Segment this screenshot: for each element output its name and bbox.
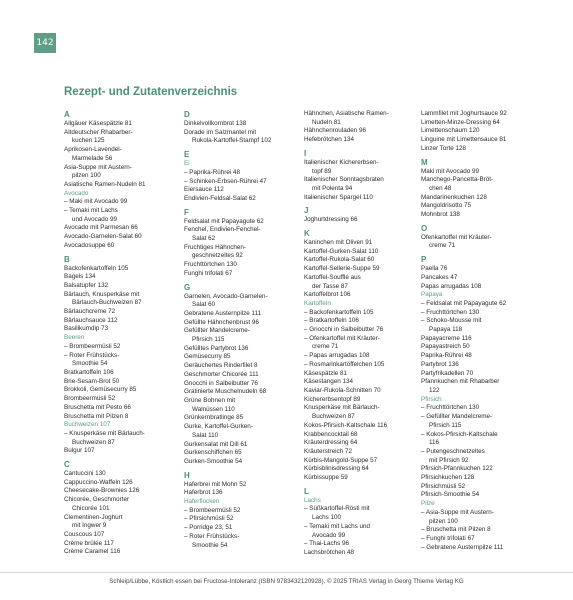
index-entry: Geschmorter Chicorée 111 [184, 370, 259, 378]
index-letter-heading: J [304, 206, 309, 216]
index-entry: Limetten-Minze-Dressing 64 [421, 118, 500, 126]
index-entry: Mandarinenkuchen 128 [421, 193, 487, 201]
index-letter-heading: O [421, 223, 428, 233]
index-entry-continuation: Salat 110 [192, 431, 219, 439]
index-entry: Kräuterstreich 72 [304, 447, 352, 455]
index-entry: Bruschetta mit Pilzen 8 [64, 412, 129, 420]
index-entry: Paprika-Rührei 48 [421, 352, 472, 360]
index-entry-continuation: Papaya 118 [429, 326, 463, 334]
index-entry-continuation: Lachs 100 [312, 514, 342, 522]
index-entry: Käsespätzle 81 [304, 369, 348, 377]
index-category-heading: Pfirsich [421, 395, 442, 403]
index-entry: Brie-Sesam-Brot 50 [64, 377, 120, 385]
index-entry: Papayastreich 50 [421, 343, 470, 351]
index-entry: Haferbrot 136 [184, 489, 223, 497]
index-entry: Joghurtdressing 66 [304, 216, 358, 224]
index-subentry: – Roter Frühstücks- [64, 352, 180, 361]
index-entry: Fruchttörtchen 130 [184, 261, 237, 269]
index-entry-continuation: kuchen 125 [72, 137, 105, 145]
index-subentry: – Funghi trifolati 67 [421, 535, 537, 544]
index-letter-heading: E [184, 150, 190, 160]
index-letter-heading: B [64, 254, 70, 264]
index-entry: Pfirsichkuchen 128 [421, 474, 475, 482]
index-letter-heading: G [184, 282, 191, 292]
index-entry: Cappuccino-Waffeln 126 [64, 478, 133, 486]
index-entry: Linguine mit Limettensauce 81 [421, 136, 507, 144]
index-entry: Gurkensalat mit Dill 61 [184, 440, 248, 448]
page-number: 142 [36, 38, 54, 48]
index-entry-continuation: Chicorée 101 [72, 504, 110, 512]
index-entry: Grüne Bohnen mit [184, 396, 236, 404]
index-entry: Partybrot 136 [421, 360, 459, 368]
index-entry: Lachsbrötchen 48 [304, 548, 355, 556]
index-entry: Gurke, Kartoffel-Gurken- [184, 423, 253, 431]
index-entry-continuation: pilzen 100 [72, 172, 101, 180]
index-entry: Hähnchenrouladen 96 [304, 127, 366, 135]
index-entry: Geräuchertes Rinderfilet 8 [184, 362, 258, 370]
index-letter-heading: L [304, 486, 309, 496]
index-entry: Papas arrugadas 108 [421, 282, 482, 290]
index-category-heading: Pilze [421, 500, 435, 508]
index-entry: Kaninchen mit Oliven 91 [304, 239, 373, 247]
index-column-1 [64, 110, 180, 557]
index-entry-continuation: pilzen 100 [429, 517, 458, 525]
index-entry: Asiatische Ramen-Nudeln 81 [64, 180, 146, 188]
index-entry-continuation: Salat 62 [192, 235, 216, 243]
index-entry: Lammfilet mit Joghurtsauce 92 [421, 110, 507, 117]
index-subentry: – Backofenkartoffeln 105 [304, 309, 420, 318]
index-entry: Pfannkuchen mit Rhabarber [421, 378, 500, 386]
index-entry: Basilikumdip 73 [64, 325, 109, 333]
index-entry: Käsestangen 134 [304, 378, 354, 386]
index-entry: Grünkernbratlinge 85 [184, 414, 244, 422]
index-subentry: – Gebratene Austernpilze 111 [421, 544, 537, 553]
index-entry-continuation: Avocado 99 [312, 531, 346, 539]
index-entry: Asia-Suppe mit Austern- [64, 163, 132, 171]
index-entry: Kaviar-Rukola-Schnitten 70 [304, 386, 381, 394]
index-column-3 [304, 110, 420, 558]
index-entry: Italienischer Spargel 110 [304, 193, 373, 201]
index-entry: Fenchel, Endivien-Fenchel- [184, 226, 261, 234]
index-category-heading: Lachs [304, 496, 321, 504]
index-entry: Limettenschaum 120 [421, 127, 480, 135]
index-letter-heading: F [184, 207, 189, 217]
index-category-heading: Buchweizen 107 [64, 421, 111, 429]
index-letter-heading: A [64, 110, 70, 119]
index-entry: Chicorée, Geschmorter [64, 496, 130, 504]
index-entry-continuation: Buchweizen 87 [312, 413, 355, 421]
index-subentry: – Asia-Suppe mit Austern- [421, 509, 537, 518]
index-entry: Avocado mit Parmesan 66 [64, 224, 138, 232]
index-entry: Aprikosen-Lavendel- [64, 146, 122, 154]
index-letter-heading: I [304, 148, 307, 158]
page-number-tab [34, 33, 56, 53]
index-subentry: – Brombeermüsli 52 [184, 507, 300, 516]
index-entry-continuation: Smoothie 54 [72, 360, 108, 368]
index-entry: Cantuccini 130 [64, 470, 106, 478]
index-entry: Bulgur 107 [64, 447, 95, 455]
index-entry: Haferbrei mit Mohn 52 [184, 480, 247, 488]
index-entry-continuation: Pfirsich 115 [192, 336, 225, 344]
index-subentry: – Schinken-Erbsen-Rührei 47 [184, 178, 300, 187]
index-letter-heading: D [184, 110, 190, 119]
index-entry: Cheesecake-Brownies 126 [64, 487, 140, 495]
index-entry: Brombeermüsli 52 [64, 395, 116, 403]
index-letter-heading: C [64, 460, 70, 470]
index-entry: Avocadosuppe 60 [64, 241, 115, 249]
index-subentry: – Pfirsichmüsli 52 [184, 515, 300, 524]
index-subentry: – Knusperkäse mit Bärlauch- [64, 430, 180, 439]
index-subentry: – Putengeschnetzeltes [421, 448, 537, 457]
index-entry: Dinkelvollkornbrot 138 [184, 120, 247, 127]
index-entry: Eiersauce 112 [184, 186, 224, 194]
index-subentry: – Fruchttörtchen 130 [421, 309, 537, 318]
index-entry-continuation: mit Ingwer 9 [72, 522, 107, 530]
index-entry-continuation: mit Pfirsich 92 [429, 456, 469, 464]
index-entry-continuation: Smoothie 54 [192, 541, 228, 549]
index-entry: Crème Caramel 116 [64, 548, 121, 556]
index-entry: Pfirsich-Pfannkuchen 122 [421, 465, 493, 473]
index-entry: Gurkenschiffchen 65 [184, 449, 242, 457]
index-subentry: – Bruschetta mit Pilzen 8 [421, 526, 537, 535]
index-entry: Endivien-Feldsal-Salat 62 [184, 194, 256, 202]
index-entry-continuation: Rukola-Kartoffel-Stampf 102 [192, 137, 272, 145]
index-entry-continuation: Bärlauch-Buchweizen 87 [72, 299, 142, 307]
index-entry: Ofenkartoffel mit Kräuter- [421, 233, 492, 241]
index-letter-heading: H [184, 470, 190, 480]
index-entry-continuation: creme 71 [429, 242, 456, 250]
index-subentry: – Rosmarinkartöffelchen 105 [304, 361, 420, 370]
index-entry: Gefüllter Mandelcreme- [184, 327, 250, 335]
index-entry: Kartoffelbrot 106 [304, 291, 351, 299]
index-entry: Avocado-Garnelen-Salat 60 [64, 233, 142, 241]
index-entry-continuation: Marmelade 56 [72, 154, 113, 162]
index-entry: Pfirsichmüsli 52 [421, 482, 466, 490]
index-entry: Kichererbsentopf 89 [304, 395, 361, 403]
index-entry: Knusperkäse mit Bärlauch- [304, 404, 380, 412]
index-entry: Gnocchi in Salbeibutter 76 [184, 379, 258, 387]
index-subentry: – Gefüllter Mandelcreme- [421, 413, 537, 422]
index-entry: Pfirsich-Smoothie 54 [421, 491, 480, 499]
page-title: Rezept- und Zutatenverzeichnis [64, 86, 238, 98]
index-entry-continuation: und Avocado 99 [72, 215, 118, 223]
index-entry-continuation: Buchweizen 87 [72, 438, 115, 446]
index-entry-continuation: 116 [429, 439, 440, 447]
index-entry: Hefebrötchen 134 [304, 136, 355, 144]
index-entry-continuation: Walnüssen 110 [192, 405, 235, 413]
index-columns [64, 110, 554, 560]
index-subentry: – Feldsalat mit Papayagute 62 [421, 300, 537, 309]
index-entry: Bärlauchsauce 112 [64, 316, 118, 324]
index-column-2 [184, 110, 300, 550]
index-entry: Balsatupfer 132 [64, 281, 109, 289]
index-entry: Hähnchen, Asiatische Ramen- [304, 110, 389, 117]
index-entry: Gemüsecurry 85 [184, 353, 231, 361]
index-subentry: – Brombeermüsli 52 [64, 343, 180, 352]
index-entry: Couscous 107 [64, 530, 105, 538]
index-subentry: – Bratkartoffeln 106 [304, 317, 420, 326]
index-entry: Partyfrikadellen 70 [421, 369, 474, 377]
index-entry-continuation: topf 89 [312, 167, 332, 175]
index-category-heading: Beeren [64, 334, 85, 342]
index-entry: Krabbencocktail 68 [304, 430, 358, 438]
index-entry-continuation: der Tasse 87 [312, 282, 348, 290]
index-entry: Funghi trifolati 67 [184, 269, 233, 277]
index-entry: Allgäuer Käsespätzle 81 [64, 120, 132, 127]
index-entry: Italienischer Sonntagsbraten [304, 176, 384, 184]
index-entry: Clementinen-Joghurt [64, 513, 123, 521]
index-entry: Kartoffel-Sellerie-Suppe 59 [304, 265, 380, 273]
index-entry: Kartoffel-Soufflé aus [304, 273, 361, 281]
index-entry: Altdeutscher Rhabarber- [64, 128, 133, 136]
index-entry-continuation: mit Polenta 94 [312, 184, 353, 192]
index-entry-continuation: Nudeln 81 [312, 118, 341, 126]
index-entry: Gebratene Austernpilze 111 [184, 309, 262, 317]
index-subentry: – Papas arrugadas 108 [304, 352, 420, 361]
index-entry: Pancakes 47 [421, 273, 458, 281]
index-entry: Papayacreme 116 [421, 334, 472, 342]
index-entry: Bratkartoffeln 106 [64, 368, 114, 376]
index-entry: Gurken-Smoothie 54 [184, 457, 243, 465]
index-entry: Kartoffel-Rukola-Salat 60 [304, 256, 375, 264]
index-entry: Bärlauch, Knusperkäse mit [64, 290, 140, 298]
index-category-heading: Papaya [421, 291, 443, 299]
index-entry: Brokkoli, Gemüsecurry 85 [64, 386, 137, 394]
index-subentry: – Maki mit Avocado 99 [64, 198, 180, 207]
index-category-heading: Ei [184, 160, 190, 168]
index-subentry: – Thai-Lachs 96 [304, 540, 420, 549]
index-entry-continuation: 122 [429, 386, 440, 394]
index-subentry: – Kokos-Pfirsich-Kaltschale [421, 431, 537, 440]
index-entry-continuation: geschnetzeltes 92 [192, 252, 243, 260]
index-entry: Crème brûlée 117 [64, 539, 114, 547]
index-letter-heading: M [421, 157, 428, 167]
index-letter-heading: P [421, 255, 427, 265]
index-entry: Dorade im Salzmantel mit [184, 128, 257, 136]
index-subentry: – Paprika-Rührei 48 [184, 169, 300, 178]
index-entry: Kürbisblinisdressing 64 [304, 465, 369, 473]
index-entry: Kürbissuppe 59 [304, 474, 348, 482]
index-category-heading: Kartoffeln [304, 299, 331, 307]
index-entry: Mangoldrisotto 75 [421, 202, 472, 210]
index-subentry: – Temaki mit Lachs und [304, 523, 420, 532]
index-entry: Gefüllte Hähnchenbrust 96 [184, 318, 259, 326]
index-entry: Linzer Torte 128 [421, 144, 467, 152]
index-entry: Bruschetta mit Pesto 66 [64, 403, 131, 411]
index-subentry: – Fruchttörtchen 130 [421, 404, 537, 413]
index-entry: Kokos-Pfirsich-Kaltschale 116 [304, 421, 388, 429]
index-entry: Kräuterdressing 64 [304, 439, 358, 447]
index-entry-continuation: chen 48 [429, 184, 452, 192]
index-entry: Paella 76 [421, 265, 448, 273]
index-entry-continuation: Salat 60 [192, 301, 216, 309]
index-subentry: – Schoko-Mousse mit [421, 317, 537, 326]
index-category-heading: Avocado [64, 189, 89, 197]
index-entry: Fruchtiges Hähnchen- [184, 243, 246, 251]
index-entry: Gefülltes Partybrot 136 [184, 344, 249, 352]
index-entry: Kartoffel-Gurken-Salat 110 [304, 247, 379, 255]
index-subentry: – Süßkartoffel-Rösti mit [304, 505, 420, 514]
index-letter-heading: K [304, 229, 310, 239]
index-entry: Gratinierte Muschelnudeln 68 [184, 388, 267, 396]
index-category-heading: Haferflocken [184, 498, 220, 506]
index-entry: Feldsalat mit Papayagute 62 [184, 217, 264, 225]
index-entry: Mohnbrot 138 [421, 211, 460, 219]
footer-divider [0, 572, 573, 573]
index-subentry: – Ofenkartoffel mit Kräuter- [304, 335, 420, 344]
index-entry: Italienischer Kichererbsen- [304, 158, 379, 166]
index-subentry: – Roter Frühstücks- [184, 533, 300, 542]
index-entry: Manchego-Pancetta-Bröt- [421, 176, 494, 184]
index-entry: Backofenkartoffeln 105 [64, 264, 129, 272]
index-entry: Garnelen, Avocado-Garnelen- [184, 292, 268, 300]
index-entry: Bärlauchcreme 72 [64, 308, 116, 316]
index-subentry: – Porridge 23, 51 [184, 524, 300, 533]
footer-citation: Schleip/Lübbe, Köstlich essen bei Fructose-Intoleranz (ISBN 9783432120928), © 2025 TRIAS Verlag in Georg Thieme Verlag KG [109, 578, 464, 585]
index-entry: Kürbis-Mangold-Suppe 57 [304, 456, 378, 464]
index-entry-continuation: creme 71 [312, 343, 339, 351]
index-entry-continuation: Pfirsich 115 [429, 421, 462, 429]
index-subentry: – Gnocchi in Salbeibutter 76 [304, 326, 420, 335]
index-column-4 [421, 110, 537, 552]
index-subentry: – Temaki mit Lachs [64, 207, 180, 216]
index-entry: Bagels 134 [64, 273, 96, 281]
index-entry: Maki mit Avocado 99 [421, 167, 479, 175]
